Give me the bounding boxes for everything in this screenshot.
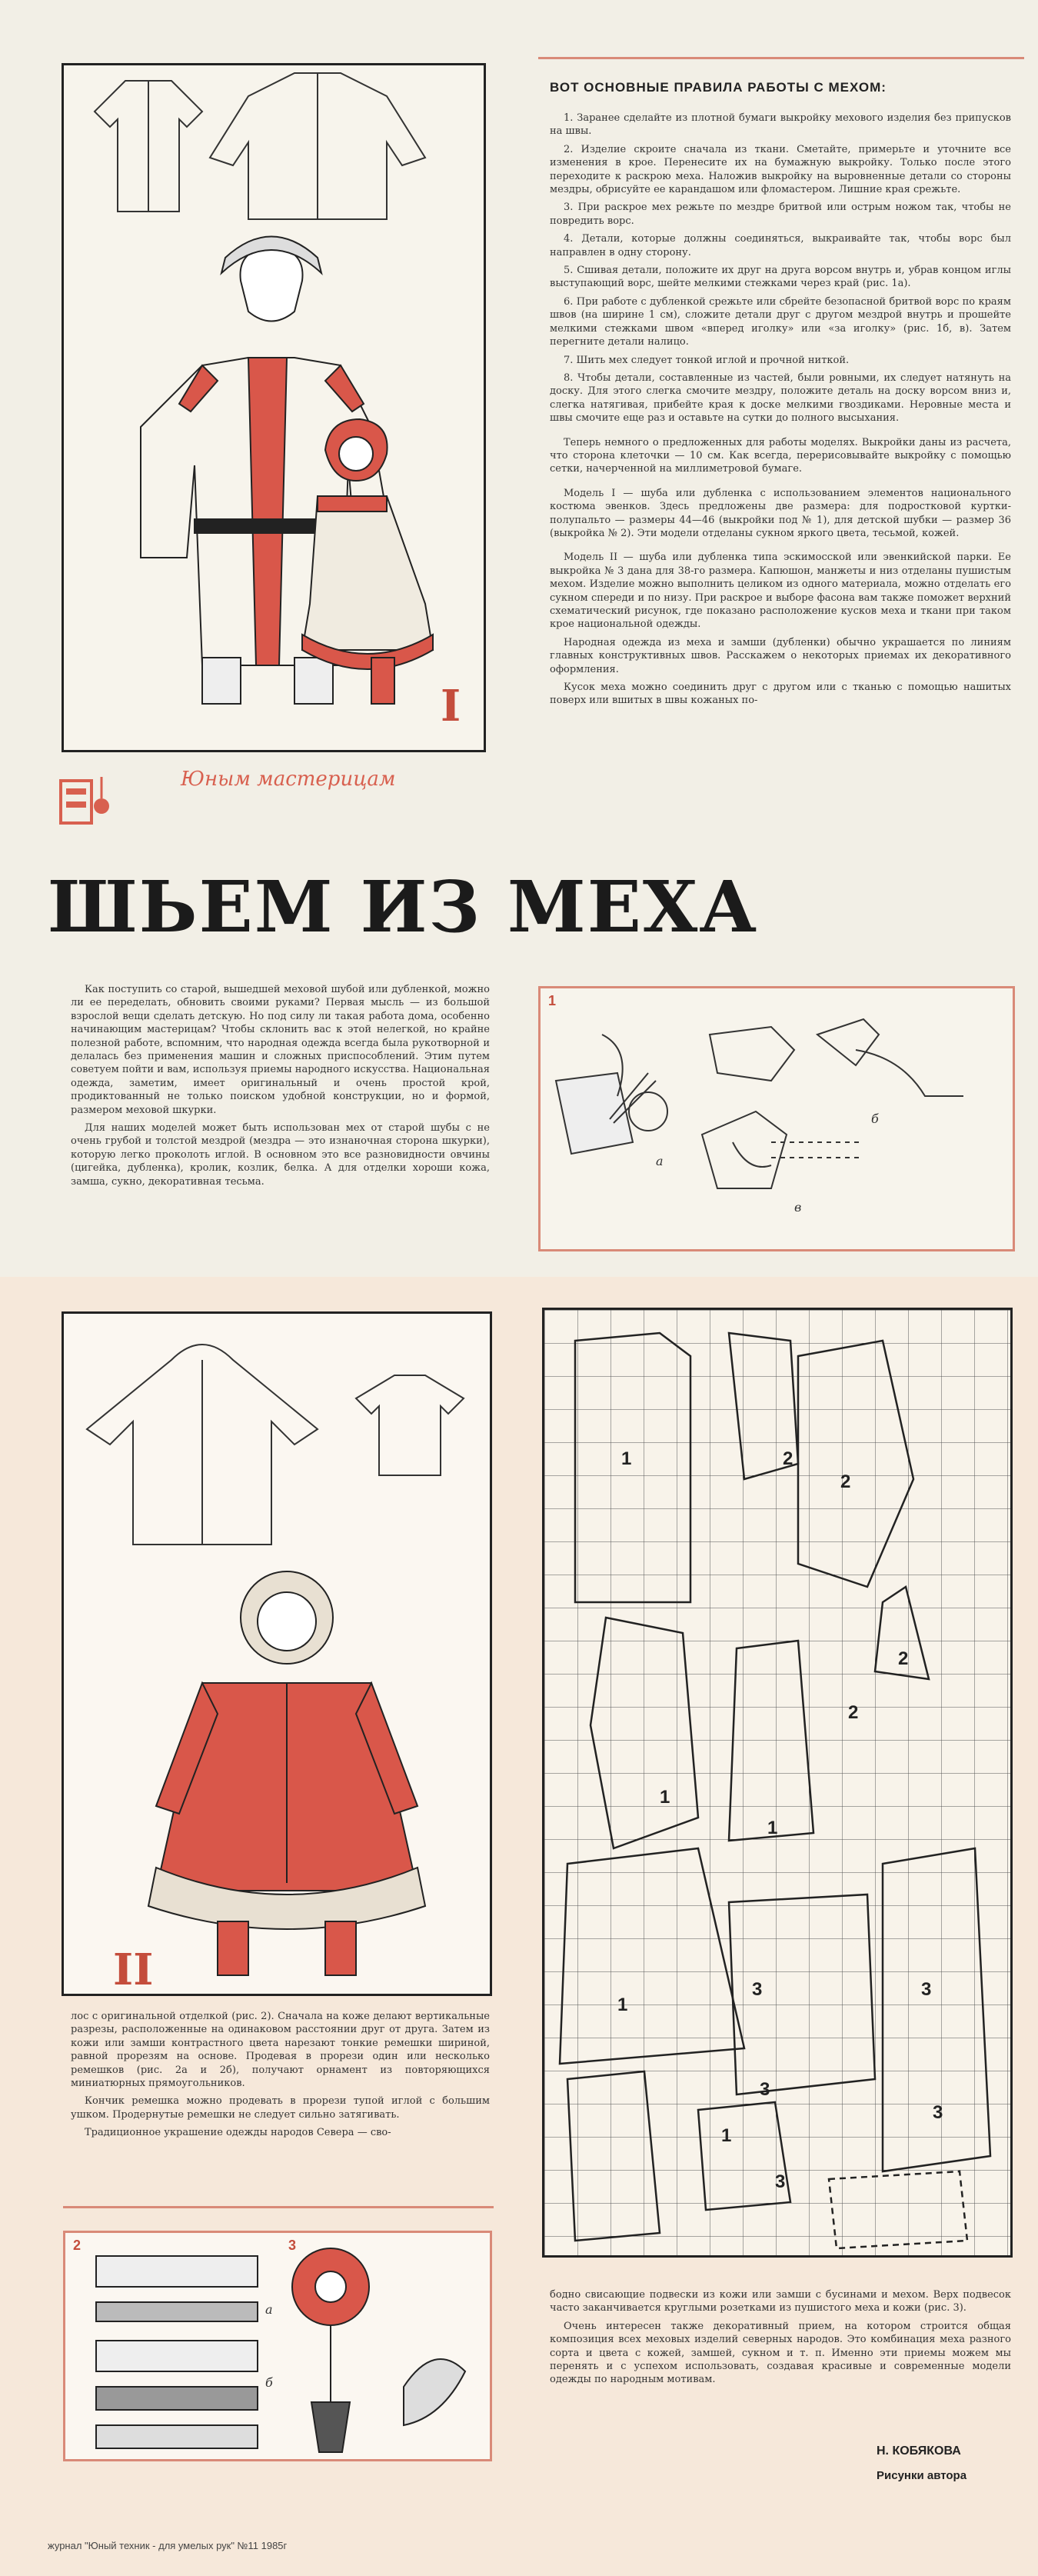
figure-2-number: 2	[73, 2238, 82, 2253]
rule-item: 6. При работе с дубленкой срежьте или сбрейте безопасной бритвой ворс по краям швов (на ширине 1 см), сложите детали друг с другом мездрой внутрь и прошейте мелкими стежками швом «вперед иголку» или «за иголку» (рис. 1б, в). Затем перегните детали налицо.	[550, 295, 1011, 348]
page-footer: журнал "Юный техник - для умелых рук" №11 1985г	[48, 2540, 288, 2551]
decorative-method-paragraph: Очень интересен также декоративный прием, на котором строится общая композиция всех меховых изделий северных народов. Это комбинация меха разного сорта и цвета с кожей, замшей, сукном и т. п. Именно эти приемы можем мы перенять и с успехом использовать, создавая красивые и современные модели одежды по народным мотивам.	[550, 2320, 1011, 2386]
ornament-paragraph: лос с оригинальной отделкой (рис. 2). Сначала на коже делают вертикальные разрезы, расположенные на одинаковом расстоянии друг от друга. Затем из кожи или замши контрастного цвета нарезают тонкие ремешки шириной, равной прорезям на основе. Продевая в прорези один или несколько ремешков (рис. 2а и 2б), получают орнамент из повторяющихся миниатюрных прямоугольников.	[71, 2011, 490, 2090]
model-2-number: II	[113, 1944, 154, 1995]
rule-item: 7. Шить мех следует тонкой иглой и прочной ниткой.	[564, 354, 850, 366]
grid-piece-label: 3	[760, 2079, 770, 2100]
model-1-illustration	[64, 65, 484, 750]
top-right-rule	[538, 57, 1024, 59]
grid-piece-label: 2	[898, 1648, 909, 1669]
intro-paragraph: Как поступить со старой, вышедшей меховой шубой или дубленкой, можно ли ее переделать, обновить своими руками? Первая мысль — из большой взрослой вещи сделать детскую. Но под силу ли такая работа дома, особенно начинающим мастерицам? Чтобы склонить вас к этой нелегкой, но крайне полезной работе, вспомним, что народная одежда всегда была рукотворной и делалась без применения машин и сложных приспособлений. Этим путем советуем пойти и вам, используя приемы народного искусства. Национальная одежда, заметим, имеет оригинальный и очень простой крой, продиктованный не только поиском удобной конструкции, но и формой, размером меховой шкурки.	[71, 984, 490, 1116]
rule-item: 8. Чтобы детали, составленные из частей, были ровными, их следует натянуть на доску. Для этого слегка смочите мездру, положите деталь на доску ворсом вниз и, слегка натягивая, прибейте края к доске мелкими гвоздиками. Неровные места и швы смочите еще раз и оставьте на сутки до полного высыхания.	[550, 372, 1011, 425]
figure-1-stitching-diagram	[541, 988, 1013, 1249]
figure-2b-label: б	[265, 2375, 273, 2390]
rules-column	[550, 112, 1011, 712]
grid-piece-label: 3	[752, 1979, 763, 2000]
figure-1-frame	[538, 986, 1015, 1251]
lower-left-rule	[63, 2206, 494, 2208]
sewing-icon	[57, 769, 118, 831]
intro-column	[71, 983, 490, 1193]
tradition-paragraph: Традиционное украшение одежды народов Севера — сво-	[85, 2127, 391, 2139]
figure-1b-label: б	[871, 1111, 879, 1126]
grid-piece-label: 3	[921, 1979, 932, 2000]
rule-item: 2. Изделие скроите сначала из ткани. Сметайте, примерьте и уточните все изменения в крое. Перенесите их на бумажную выкройку. Только после этого переходите к раскрою меха. Наложив выкройку на выровненные детали со стороны мездры, обрисуйте ее карандашом или фломастером. Лишние края срежьте.	[550, 143, 1011, 196]
rules-heading: ВОТ ОСНОВНЫЕ ПРАВИЛА РАБОТЫ С МЕХОМ:	[550, 80, 887, 95]
figure-2a-label: а	[265, 2302, 273, 2317]
grid-piece-label: 3	[933, 2102, 943, 2123]
rule-item: 1. Заранее сделайте из плотной бумаги выкройку мехового изделия без припусков на швы.	[550, 112, 1011, 138]
intro-paragraph: Для наших моделей может быть использован мех от старой шубы с не очень грубой и толстой мездрой (мездра — это изнаночная сторона шкурки), которую легко проколоть иглой. В основном это все разновидности овчины (цигейка, дубленка), кролик, козлик, белка. А для отделки хороши кожа, замша, сукно, декоративная тесьма.	[71, 1122, 490, 1188]
model-1-illustration-frame	[62, 63, 486, 752]
drawings-credit: Рисунки автора	[877, 2469, 967, 2482]
grid-piece-label: 1	[621, 1448, 632, 1469]
pendants-paragraph: бодно свисающие подвески из кожи или замши с бусинами и мехом. Верх подвесок часто заканчивается круглыми розетками из пушистого меха и кожи (рис. 3).	[550, 2289, 1011, 2314]
model-1-number: I	[441, 681, 461, 731]
author-name: Н. КОБЯКОВА	[877, 2444, 961, 2458]
models-paragraph: Теперь немного о предложенных для работы моделях. Выкройки даны из расчета, что сторона клеточки — 10 см. Как всегда, перерисовывайте выкройку с помощью сетки, начерченной на миллиметровой бумаге.	[550, 436, 1011, 475]
figure-3-number: 3	[288, 2238, 297, 2253]
grid-piece-label: 2	[848, 1702, 859, 1723]
grid-piece-label: 1	[721, 2125, 732, 2146]
lower-left-column	[71, 2010, 490, 2144]
figures-2-3-frame	[63, 2231, 492, 2461]
lower-right-column	[550, 2288, 1011, 2391]
pattern-grid-frame	[542, 1308, 1013, 2258]
model-2-illustration	[64, 1314, 490, 1994]
figure-1a-label: а	[656, 1154, 664, 1168]
grid-piece-label: 1	[617, 1994, 628, 2015]
grid-piece-label: 1	[767, 1818, 778, 1838]
grid-piece-label: 2	[783, 1448, 793, 1469]
grid-piece-label: 1	[660, 1787, 670, 1808]
model-2-paragraph: Модель II — шуба или дубленка типа эскимосской или эвенкийской парки. Ее выкройка № 3 дана для 38-го размера. Капюшон, манжеты и низ отделаны пушистым мехом. Изделие можно выполнить целиком из одного материала, можно отделать его сукном спереди и по низу. При раскрое и выборе фасона вам также поможет верхний схематический рисунок, где показано расположение кусков меха и ткани при таком крое национальной одежды.	[550, 552, 1011, 631]
rule-item: 5. Сшивая детали, положите их друг на друга ворсом внутрь и, убрав концом иглы выступающий ворс, шейте мелкими стежками через край (рис. 1а).	[550, 265, 1011, 290]
figure-1-number: 1	[548, 993, 557, 1008]
figure-1v-label: в	[794, 1200, 802, 1215]
model-2-illustration-frame	[62, 1311, 492, 1996]
national-dress-paragraph: Народная одежда из меха и замши (дубленки) обычно украшается по линиям главных конструктивных швов. Расскажем о некоторых приемах их декоративного оформления.	[550, 636, 1011, 675]
rule-item: 4. Детали, которые должны соединяться, выкраивайте так, чтобы ворс был направлен в одну сторону.	[550, 233, 1011, 258]
fur-pieces-paragraph: Кусок меха можно соединить друг с другом или с тканью с помощью нашитых поверх или вшитых в швы кожаных по-	[550, 681, 1011, 707]
rule-item: 3. При раскрое мех режьте по мездре бритвой или острым ножом так, чтобы не повредить ворс.	[550, 202, 1011, 227]
section-rubric: Юным мастерицам	[181, 768, 396, 791]
figures-2-3-ornaments	[65, 2233, 490, 2459]
article-title: ШЬЕМ ИЗ МЕХА	[48, 865, 759, 948]
grid-piece-label: 3	[775, 2171, 786, 2192]
grid-piece-label: 2	[840, 1471, 851, 1492]
strap-paragraph: Кончик ремешка можно продевать в прорези тупой иглой с большим ушком. Продернутые ремешки не следует сильно затягивать.	[71, 2095, 490, 2121]
model-1-paragraph: Модель I — шуба или дубленка с использованием элементов национального костюма эвенков. Здесь предложены две размера: для подростковой куртки-полупальто — размеры 44—46 (выкройки под № 1), для детской шубки — размер 36 (выкройка № 2). Эти модели отделаны сукном яркого цвета, тесьмой, кожей.	[550, 487, 1011, 539]
